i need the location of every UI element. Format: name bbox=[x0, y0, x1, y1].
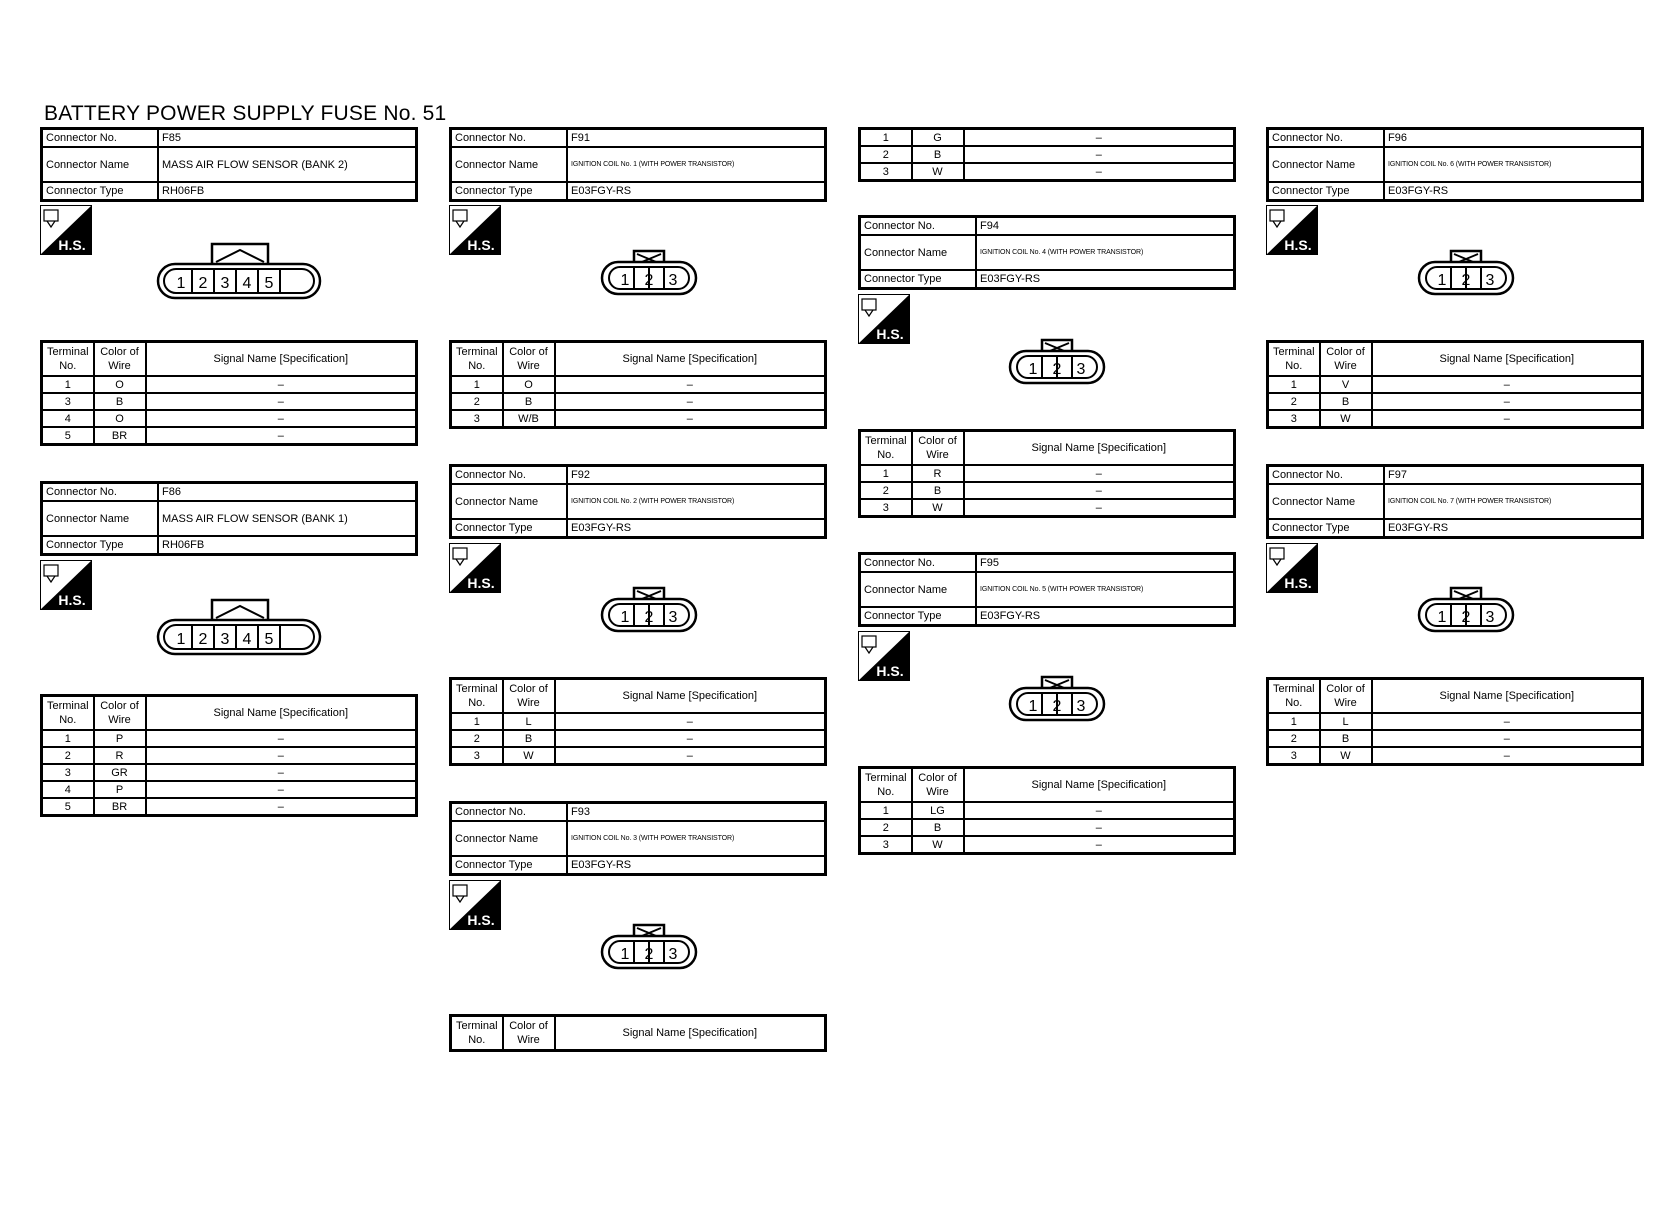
signal-name-header: Signal Name [Specification] bbox=[146, 342, 417, 377]
connector-info-table bbox=[1266, 127, 1644, 202]
harness-side-icon bbox=[449, 205, 501, 255]
connector-no-label: Connector No. bbox=[42, 483, 159, 502]
signal-name-cell: – bbox=[555, 376, 826, 393]
connector-no-value: F91 bbox=[567, 129, 826, 148]
terminal-no-cell: 1 bbox=[860, 465, 912, 482]
wire-color-cell: R bbox=[912, 465, 964, 482]
connector-face-3pin bbox=[600, 922, 698, 977]
harness-side-icon bbox=[1266, 205, 1318, 255]
terminal-no-cell: 2 bbox=[451, 393, 503, 410]
signal-name-header: Signal Name [Specification] bbox=[964, 768, 1235, 803]
connector-name-value: IGNITION COIL No. 6 (WITH POWER TRANSISTOR) bbox=[1384, 147, 1643, 182]
harness-side-icon bbox=[858, 631, 910, 681]
table-row bbox=[860, 163, 1235, 181]
connector-block-f86 bbox=[40, 481, 418, 556]
connector-no-value: F94 bbox=[976, 217, 1235, 236]
connector-block-f97 bbox=[1266, 464, 1644, 539]
wire-color-cell: L bbox=[503, 713, 555, 730]
signal-name-cell: – bbox=[964, 129, 1235, 147]
connector-name-label: Connector Name bbox=[860, 235, 977, 270]
table-row bbox=[42, 393, 417, 410]
terminal-table bbox=[1266, 677, 1644, 766]
connector-name-value: MASS AIR FLOW SENSOR (BANK 1) bbox=[158, 501, 417, 536]
signal-name-header: Signal Name [Specification] bbox=[555, 1016, 826, 1051]
connector-face-3pin bbox=[1417, 585, 1515, 640]
wire-color-cell: O bbox=[94, 376, 146, 393]
table-row bbox=[860, 836, 1235, 854]
terminal-no-cell: 1 bbox=[860, 802, 912, 819]
terminal-block-f97 bbox=[1266, 677, 1644, 766]
table-row bbox=[42, 798, 417, 816]
connector-name-value: IGNITION COIL No. 5 (WITH POWER TRANSISTOR) bbox=[976, 572, 1235, 607]
terminal-table bbox=[858, 766, 1236, 855]
terminal-table bbox=[858, 127, 1236, 182]
harness-side-icon bbox=[40, 205, 92, 255]
connector-info-table bbox=[40, 481, 418, 556]
connector-type-value: E03FGY-RS bbox=[567, 519, 826, 538]
color-of-wire-header: Color of Wire bbox=[503, 342, 555, 377]
pin-label: 3 bbox=[1485, 609, 1495, 626]
terminal-no-header: Terminal No. bbox=[42, 696, 94, 731]
wire-color-cell: O bbox=[503, 376, 555, 393]
connector-no-value: F93 bbox=[567, 803, 826, 822]
wire-color-cell: B bbox=[912, 146, 964, 163]
connector-name-label: Connector Name bbox=[451, 821, 568, 856]
terminal-no-cell: 3 bbox=[42, 393, 94, 410]
connector-name-label: Connector Name bbox=[1268, 147, 1385, 182]
connector-face-3pin bbox=[1417, 248, 1515, 303]
wire-color-cell: R bbox=[94, 747, 146, 764]
connector-name-label: Connector Name bbox=[42, 501, 159, 536]
table-row bbox=[1268, 747, 1643, 765]
terminal-no-cell: 2 bbox=[860, 146, 912, 163]
table-row bbox=[1268, 376, 1643, 393]
hs-label: H.S. bbox=[58, 592, 86, 608]
wire-color-cell: P bbox=[94, 781, 146, 798]
terminal-block-f94 bbox=[858, 429, 1236, 518]
wire-color-cell: P bbox=[94, 730, 146, 747]
wire-color-cell: W bbox=[912, 163, 964, 181]
connector-no-label: Connector No. bbox=[451, 803, 568, 822]
connector-info-table bbox=[449, 464, 827, 539]
terminal-no-cell: 1 bbox=[451, 376, 503, 393]
terminal-no-cell: 2 bbox=[42, 747, 94, 764]
terminal-no-header: Terminal No. bbox=[860, 431, 912, 466]
pin-label: 2 bbox=[1052, 361, 1062, 378]
terminal-no-cell: 3 bbox=[451, 747, 503, 765]
connector-name-label: Connector Name bbox=[1268, 484, 1385, 519]
connector-name-value: MASS AIR FLOW SENSOR (BANK 2) bbox=[158, 147, 417, 182]
color-of-wire-header: Color of Wire bbox=[912, 768, 964, 803]
table-row bbox=[42, 427, 417, 445]
terminal-no-header: Terminal No. bbox=[42, 342, 94, 377]
connector-name-label: Connector Name bbox=[42, 147, 159, 182]
terminal-no-cell: 1 bbox=[42, 730, 94, 747]
connector-name-label: Connector Name bbox=[451, 484, 568, 519]
signal-name-cell: – bbox=[964, 836, 1235, 854]
signal-name-cell: – bbox=[146, 376, 417, 393]
connector-face-3pin bbox=[1008, 674, 1106, 729]
terminal-no-header: Terminal No. bbox=[451, 1016, 503, 1051]
signal-name-cell: – bbox=[555, 713, 826, 730]
connector-face-3pin bbox=[600, 585, 698, 640]
connector-block-f95 bbox=[858, 552, 1236, 627]
signal-name-cell: – bbox=[146, 747, 417, 764]
connector-info-table bbox=[449, 801, 827, 876]
connector-block-f92 bbox=[449, 464, 827, 539]
connector-face-3pin bbox=[1008, 337, 1106, 392]
connector-no-label: Connector No. bbox=[1268, 129, 1385, 148]
harness-side-icon bbox=[1266, 543, 1318, 593]
connector-no-value: F92 bbox=[567, 466, 826, 485]
hs-label: H.S. bbox=[467, 237, 495, 253]
terminal-table bbox=[449, 340, 827, 429]
connector-block-f85 bbox=[40, 127, 418, 202]
signal-name-cell: – bbox=[964, 819, 1235, 836]
table-row bbox=[1268, 730, 1643, 747]
signal-name-cell: – bbox=[146, 730, 417, 747]
wire-color-cell: B bbox=[912, 482, 964, 499]
table-row bbox=[860, 146, 1235, 163]
terminal-table bbox=[40, 694, 418, 817]
wire-color-cell: B bbox=[503, 730, 555, 747]
terminal-no-cell: 2 bbox=[860, 819, 912, 836]
harness-side-icon bbox=[40, 560, 92, 610]
signal-name-cell: – bbox=[146, 764, 417, 781]
wire-color-cell: W bbox=[503, 747, 555, 765]
color-of-wire-header: Color of Wire bbox=[1320, 679, 1372, 714]
connector-type-value: E03FGY-RS bbox=[567, 856, 826, 875]
pin-label: 3 bbox=[668, 946, 678, 963]
signal-name-cell: – bbox=[964, 163, 1235, 181]
table-row bbox=[1268, 713, 1643, 730]
table-row bbox=[42, 764, 417, 781]
pin-label: 2 bbox=[198, 631, 208, 648]
connector-type-value: E03FGY-RS bbox=[1384, 519, 1643, 538]
connector-name-value: IGNITION COIL No. 7 (WITH POWER TRANSISTOR) bbox=[1384, 484, 1643, 519]
pin-label: 3 bbox=[668, 609, 678, 626]
connector-block-f94 bbox=[858, 215, 1236, 290]
connector-no-value: F97 bbox=[1384, 466, 1643, 485]
signal-name-cell: – bbox=[146, 781, 417, 798]
signal-name-header: Signal Name [Specification] bbox=[555, 679, 826, 714]
connector-name-label: Connector Name bbox=[860, 572, 977, 607]
wire-color-cell: W bbox=[912, 499, 964, 517]
connector-no-value: F95 bbox=[976, 554, 1235, 573]
hs-label: H.S. bbox=[58, 237, 86, 253]
connector-type-label: Connector Type bbox=[42, 536, 159, 555]
wire-color-cell: B bbox=[1320, 393, 1372, 410]
pin-label: 2 bbox=[644, 946, 654, 963]
connector-type-value: E03FGY-RS bbox=[976, 607, 1235, 626]
pin-label: 3 bbox=[1076, 361, 1086, 378]
harness-side-icon bbox=[449, 543, 501, 593]
terminal-table bbox=[449, 1014, 827, 1052]
terminal-no-cell: 1 bbox=[860, 129, 912, 147]
terminal-no-header: Terminal No. bbox=[1268, 342, 1320, 377]
connector-type-label: Connector Type bbox=[1268, 519, 1385, 538]
signal-name-header: Signal Name [Specification] bbox=[1372, 679, 1643, 714]
terminal-no-cell: 3 bbox=[1268, 747, 1320, 765]
connector-type-label: Connector Type bbox=[1268, 182, 1385, 201]
wire-color-cell: LG bbox=[912, 802, 964, 819]
wire-color-cell: B bbox=[912, 819, 964, 836]
pin-label: 4 bbox=[242, 631, 252, 648]
table-row bbox=[451, 730, 826, 747]
signal-name-cell: – bbox=[146, 427, 417, 445]
terminal-no-cell: 2 bbox=[1268, 393, 1320, 410]
signal-name-cell: – bbox=[964, 482, 1235, 499]
harness-side-icon bbox=[449, 880, 501, 930]
connector-no-label: Connector No. bbox=[1268, 466, 1385, 485]
connector-block-f93 bbox=[449, 801, 827, 876]
connector-info-table bbox=[858, 215, 1236, 290]
connector-name-value: IGNITION COIL No. 3 (WITH POWER TRANSISTOR) bbox=[567, 821, 826, 856]
wire-color-cell: BR bbox=[94, 798, 146, 816]
table-row bbox=[451, 713, 826, 730]
table-row bbox=[42, 410, 417, 427]
terminal-table bbox=[40, 340, 418, 446]
wire-color-cell: GR bbox=[94, 764, 146, 781]
terminal-no-header: Terminal No. bbox=[451, 342, 503, 377]
pin-label: 1 bbox=[620, 946, 630, 963]
terminal-no-header: Terminal No. bbox=[451, 679, 503, 714]
connector-type-value: E03FGY-RS bbox=[1384, 182, 1643, 201]
wire-color-cell: BR bbox=[94, 427, 146, 445]
table-row bbox=[451, 410, 826, 428]
terminal-no-cell: 4 bbox=[42, 781, 94, 798]
terminal-block-f95 bbox=[858, 766, 1236, 855]
signal-name-cell: – bbox=[146, 393, 417, 410]
pin-label: 1 bbox=[1437, 272, 1447, 289]
terminal-no-cell: 1 bbox=[1268, 713, 1320, 730]
terminal-table bbox=[858, 429, 1236, 518]
connector-face-5pin bbox=[156, 596, 322, 663]
wire-color-cell: W/B bbox=[503, 410, 555, 428]
terminal-no-cell: 5 bbox=[42, 427, 94, 445]
signal-name-cell: – bbox=[1372, 393, 1643, 410]
connector-type-label: Connector Type bbox=[451, 519, 568, 538]
terminal-no-cell: 3 bbox=[860, 163, 912, 181]
color-of-wire-header: Color of Wire bbox=[912, 431, 964, 466]
table-row bbox=[1268, 393, 1643, 410]
terminal-no-cell: 3 bbox=[1268, 410, 1320, 428]
connector-type-label: Connector Type bbox=[860, 607, 977, 626]
signal-name-cell: – bbox=[146, 798, 417, 816]
connector-type-label: Connector Type bbox=[860, 270, 977, 289]
terminal-header-f93 bbox=[449, 1014, 827, 1052]
wire-color-cell: W bbox=[912, 836, 964, 854]
signal-name-cell: – bbox=[964, 146, 1235, 163]
table-row bbox=[451, 747, 826, 765]
connector-no-label: Connector No. bbox=[860, 554, 977, 573]
hs-label: H.S. bbox=[1284, 237, 1312, 253]
connector-type-label: Connector Type bbox=[451, 182, 568, 201]
connector-face-3pin bbox=[600, 248, 698, 303]
connector-name-value: IGNITION COIL No. 2 (WITH POWER TRANSISTOR) bbox=[567, 484, 826, 519]
signal-name-cell: – bbox=[1372, 713, 1643, 730]
pin-label: 2 bbox=[644, 272, 654, 289]
connector-no-value: F85 bbox=[158, 129, 417, 148]
hs-label: H.S. bbox=[1284, 575, 1312, 591]
wire-color-cell: G bbox=[912, 129, 964, 147]
connector-info-table bbox=[1266, 464, 1644, 539]
connector-no-label: Connector No. bbox=[42, 129, 159, 148]
pin-label: 1 bbox=[176, 631, 186, 648]
table-row bbox=[860, 499, 1235, 517]
connector-info-table bbox=[449, 127, 827, 202]
table-row bbox=[451, 376, 826, 393]
terminal-no-header: Terminal No. bbox=[860, 768, 912, 803]
wire-color-cell: B bbox=[503, 393, 555, 410]
signal-name-cell: – bbox=[146, 410, 417, 427]
connector-block-f91 bbox=[449, 127, 827, 202]
pin-label: 2 bbox=[1461, 272, 1471, 289]
wire-color-cell: V bbox=[1320, 376, 1372, 393]
pin-label: 2 bbox=[1052, 698, 1062, 715]
table-row bbox=[860, 465, 1235, 482]
signal-name-header: Signal Name [Specification] bbox=[146, 696, 417, 731]
terminal-block-f85 bbox=[40, 340, 418, 446]
table-row bbox=[860, 129, 1235, 147]
terminal-no-cell: 2 bbox=[1268, 730, 1320, 747]
signal-name-header: Signal Name [Specification] bbox=[964, 431, 1235, 466]
pin-label: 3 bbox=[220, 275, 230, 292]
terminal-no-cell: 1 bbox=[451, 713, 503, 730]
terminal-block-f86 bbox=[40, 694, 418, 817]
connector-info-table bbox=[858, 552, 1236, 627]
pin-label: 2 bbox=[644, 609, 654, 626]
terminal-no-cell: 3 bbox=[860, 499, 912, 517]
connector-type-value: RH06FB bbox=[158, 182, 417, 201]
connector-no-value: F86 bbox=[158, 483, 417, 502]
terminal-block-f92 bbox=[449, 677, 827, 766]
connector-no-label: Connector No. bbox=[451, 466, 568, 485]
signal-name-cell: – bbox=[555, 393, 826, 410]
table-row bbox=[42, 747, 417, 764]
connector-no-label: Connector No. bbox=[451, 129, 568, 148]
pin-label: 5 bbox=[264, 631, 274, 648]
table-row bbox=[42, 376, 417, 393]
pin-label: 4 bbox=[242, 275, 252, 292]
signal-name-cell: – bbox=[964, 802, 1235, 819]
connector-type-label: Connector Type bbox=[42, 182, 159, 201]
table-row bbox=[860, 482, 1235, 499]
connector-name-value: IGNITION COIL No. 1 (WITH POWER TRANSISTOR) bbox=[567, 147, 826, 182]
signal-name-cell: – bbox=[1372, 410, 1643, 428]
pin-label: 2 bbox=[198, 275, 208, 292]
pin-label: 3 bbox=[1076, 698, 1086, 715]
signal-name-header: Signal Name [Specification] bbox=[555, 342, 826, 377]
terminal-no-cell: 1 bbox=[1268, 376, 1320, 393]
hs-label: H.S. bbox=[467, 575, 495, 591]
color-of-wire-header: Color of Wire bbox=[1320, 342, 1372, 377]
terminal-no-cell: 3 bbox=[42, 764, 94, 781]
pin-label: 3 bbox=[668, 272, 678, 289]
table-row bbox=[860, 802, 1235, 819]
connector-info-table bbox=[40, 127, 418, 202]
pin-label: 1 bbox=[1028, 698, 1038, 715]
table-row bbox=[451, 393, 826, 410]
connector-name-value: IGNITION COIL No. 4 (WITH POWER TRANSISTOR) bbox=[976, 235, 1235, 270]
signal-name-cell: – bbox=[555, 747, 826, 765]
connector-type-value: E03FGY-RS bbox=[567, 182, 826, 201]
connector-no-label: Connector No. bbox=[860, 217, 977, 236]
connector-type-value: E03FGY-RS bbox=[976, 270, 1235, 289]
signal-name-cell: – bbox=[964, 465, 1235, 482]
pin-label: 2 bbox=[1461, 609, 1471, 626]
hs-label: H.S. bbox=[876, 326, 904, 342]
wire-color-cell: B bbox=[94, 393, 146, 410]
pin-label: 5 bbox=[264, 275, 274, 292]
signal-name-cell: – bbox=[1372, 376, 1643, 393]
connector-type-label: Connector Type bbox=[451, 856, 568, 875]
pin-label: 1 bbox=[1437, 609, 1447, 626]
terminal-rows-f93-continued bbox=[858, 127, 1236, 182]
terminal-no-header: Terminal No. bbox=[1268, 679, 1320, 714]
pin-label: 1 bbox=[620, 272, 630, 289]
pin-label: 3 bbox=[220, 631, 230, 648]
connector-no-value: F96 bbox=[1384, 129, 1643, 148]
signal-name-cell: – bbox=[555, 730, 826, 747]
terminal-no-cell: 3 bbox=[451, 410, 503, 428]
pin-label: 3 bbox=[1485, 272, 1495, 289]
pin-label: 1 bbox=[1028, 361, 1038, 378]
signal-name-cell: – bbox=[964, 499, 1235, 517]
connector-face-5pin bbox=[156, 240, 322, 307]
wire-color-cell: L bbox=[1320, 713, 1372, 730]
harness-side-icon bbox=[858, 294, 910, 344]
terminal-table bbox=[1266, 340, 1644, 429]
terminal-no-cell: 5 bbox=[42, 798, 94, 816]
terminal-no-cell: 3 bbox=[860, 836, 912, 854]
terminal-table bbox=[449, 677, 827, 766]
color-of-wire-header: Color of Wire bbox=[503, 1016, 555, 1051]
signal-name-cell: – bbox=[1372, 730, 1643, 747]
table-row bbox=[1268, 410, 1643, 428]
connector-block-f96 bbox=[1266, 127, 1644, 202]
signal-name-cell: – bbox=[1372, 747, 1643, 765]
wire-color-cell: W bbox=[1320, 747, 1372, 765]
connector-type-value: RH06FB bbox=[158, 536, 417, 555]
terminal-no-cell: 1 bbox=[42, 376, 94, 393]
pin-label: 1 bbox=[176, 275, 186, 292]
table-row bbox=[42, 781, 417, 798]
table-row bbox=[42, 730, 417, 747]
color-of-wire-header: Color of Wire bbox=[94, 696, 146, 731]
signal-name-header: Signal Name [Specification] bbox=[1372, 342, 1643, 377]
color-of-wire-header: Color of Wire bbox=[503, 679, 555, 714]
terminal-block-f96 bbox=[1266, 340, 1644, 429]
terminal-no-cell: 2 bbox=[451, 730, 503, 747]
color-of-wire-header: Color of Wire bbox=[94, 342, 146, 377]
page-title: BATTERY POWER SUPPLY FUSE No. 51 bbox=[44, 102, 447, 125]
table-row bbox=[860, 819, 1235, 836]
terminal-block-f91 bbox=[449, 340, 827, 429]
signal-name-cell: – bbox=[555, 410, 826, 428]
pin-label: 1 bbox=[620, 609, 630, 626]
hs-label: H.S. bbox=[467, 912, 495, 928]
wire-color-cell: W bbox=[1320, 410, 1372, 428]
wire-color-cell: O bbox=[94, 410, 146, 427]
wire-color-cell: B bbox=[1320, 730, 1372, 747]
connector-name-label: Connector Name bbox=[451, 147, 568, 182]
terminal-no-cell: 4 bbox=[42, 410, 94, 427]
terminal-no-cell: 2 bbox=[860, 482, 912, 499]
hs-label: H.S. bbox=[876, 663, 904, 679]
